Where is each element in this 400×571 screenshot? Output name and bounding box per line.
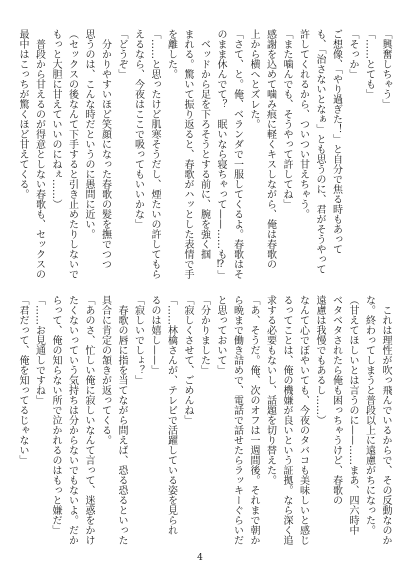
text-line: これは理性が吹っ飛んでいるからで、その反動なのか <box>380 295 391 545</box>
text-line: 「そっか」 <box>347 29 358 79</box>
text-line: ベタベタされたら俺も困っちゃうけど、春歌の <box>330 295 342 505</box>
text-line: 「……林檎さんが、テレビで活躍している姿を見られ <box>165 295 177 535</box>
text-line: （セックスの後なんて下手すると引き止めたりしないで <box>66 29 78 279</box>
text-line: ベッドから足を下ろそうとする前に、腕を強く掴 <box>198 29 210 259</box>
text-line: ご想像、「やり過ぎた！」と自分で焦る時もあって <box>330 29 342 254</box>
text-line: 遠慮は我慢でもあるし……） <box>314 295 325 425</box>
text-line: 思うのは、こんな時だというのに愚問に近い。 <box>83 29 94 239</box>
text-line: 「興奮しちゃう」 <box>380 29 391 109</box>
text-line: 「あのさ、忙しい俺に寂しいなんて言って、迷惑をかけ <box>83 295 94 545</box>
text-line: 最中はこっちが驚くほど甘えてくる。 <box>17 29 28 199</box>
text-line: たくないっていう気持ちは分からないでもないよ。だか <box>66 295 78 545</box>
text-line: 「寂しくさせて、ごめんね」 <box>182 295 193 425</box>
text-line: 「……お見通しですね」 <box>33 295 45 405</box>
text-line: 「どうぞ」 <box>116 29 127 79</box>
text-line: 感謝を込めて噛み痕に軽くキスしながら、俺は春歌の <box>264 29 276 269</box>
text-line: 「分かりました」 <box>198 295 210 375</box>
text-line: ら晩まで働き詰めで、電話で話せたらラッキーぐらいだ <box>231 295 243 545</box>
text-line: 「寂しいでしょ？」 <box>132 295 144 385</box>
text-line: 春歌の唇に指を当てながら問えば、恐る恐るといった <box>116 295 127 545</box>
text-line: 「あ、そうだ。俺、次のオフは一週間後。それまで朝か <box>248 295 259 545</box>
text-line: 「さて、と。俺、ベランダで一服してくるよ。春歌はそ <box>231 29 243 279</box>
text-line: 「君だって、俺を知ってるじゃない」 <box>17 295 28 465</box>
text-line: らって、俺の知らない所で泣かれるのはもっと嫌だ」 <box>50 295 61 535</box>
text-line: 「……とても」 <box>363 29 375 99</box>
text-line: なんて心でぼやいても、今夜のタバコも美味しいと感じ <box>297 295 309 545</box>
text-line: 求する必要もないし、話題を切り替えた。 <box>264 295 276 485</box>
bottom-text-block <box>14 295 394 547</box>
text-line: を離した。 <box>165 29 177 79</box>
text-line: まれる。驚いて振り返ると、春歌がハッとした表情で手 <box>182 29 193 279</box>
text-line: るってことは、俺の機嫌が良いという証拠。なら深く追 <box>281 295 292 545</box>
text-line: 分かりやすいほど笑顔になった春歌の髪を撫でつつ <box>99 29 111 269</box>
text-line: 「また噛んでも、そうやって許してね」 <box>281 29 292 209</box>
text-line: えるなら、今夜はここで吸ってもいいかな」 <box>132 29 144 229</box>
text-line: もっと大胆に甘えていいのにねぇ……） <box>50 29 61 209</box>
text-line: るのは嬉し——」 <box>149 295 160 375</box>
text-line: 具合に肯定の頷きが返ってくる。 <box>99 295 111 445</box>
text-line: 普段から甘えるのが得意としない春歌も、セックスの <box>33 29 45 279</box>
text-line: も、「治さないとなぁ」とも思うのに、君がそうやって <box>314 29 325 274</box>
text-line: 上から横へとズレた。 <box>248 29 259 129</box>
text-line: （甘えてほしいとは言うのに——……まあ、四六時中 <box>347 295 358 535</box>
text-line: 「……と思ったけど肌寒そうだし、煙たいの許してもら <box>149 29 160 279</box>
text-line: と思っておいて」 <box>215 295 226 375</box>
top-text-block <box>14 29 394 281</box>
text-line: 許してくれるから、ついつい甘えちゃう。 <box>297 29 309 219</box>
text-line: な。終わってしまうと普段以上に遠慮がちになった。 <box>363 295 375 535</box>
text-line: のまま休んでて？ 眠いなら寝ちゃって——……も⁉」 <box>215 29 226 280</box>
page-number: 4 <box>197 553 203 563</box>
